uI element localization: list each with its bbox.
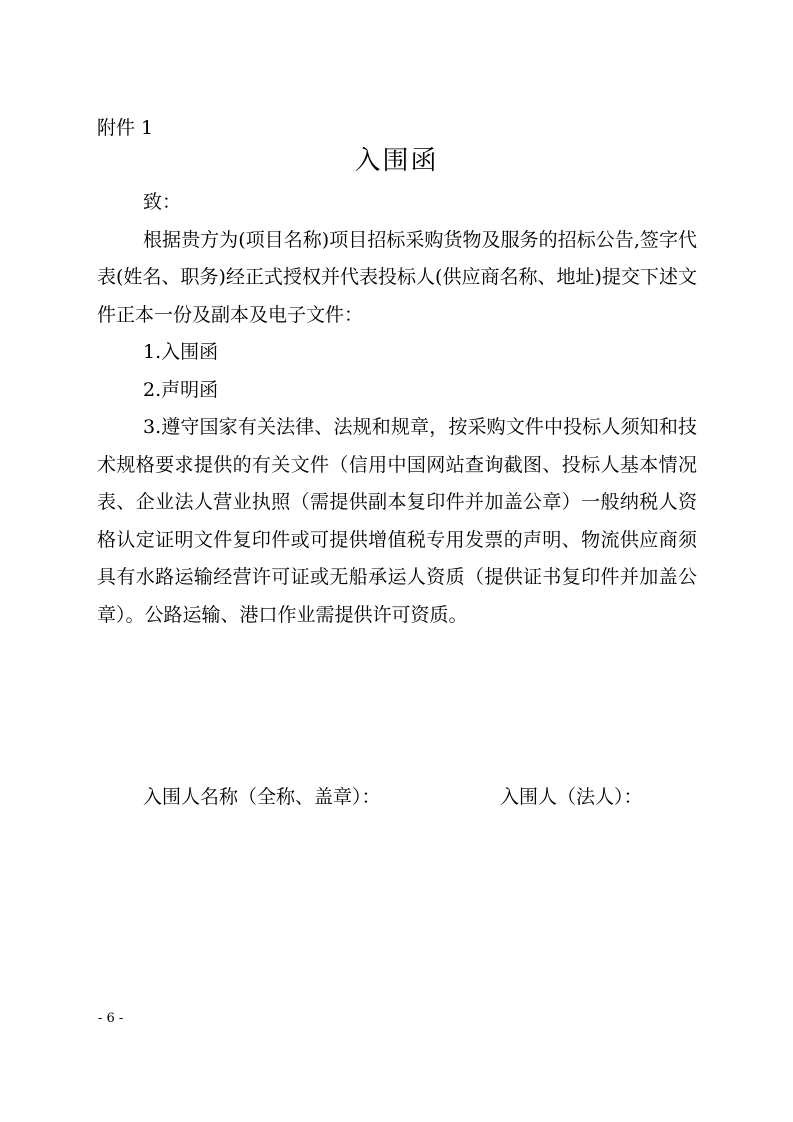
list-item-2: 2.声明函 (143, 378, 219, 401)
list-item-1: 1.入围函 (143, 341, 219, 363)
attachment-label: 附件 1 (97, 117, 154, 139)
document-body (97, 184, 697, 634)
entrant-legal-label: 入围人（法人）： (500, 786, 643, 808)
salutation: 致： (143, 191, 182, 213)
document-title: 入围函 (354, 146, 439, 176)
entrant-name-label: 入围人名称（全称、盖章）： (143, 786, 381, 808)
body-paragraph-intro: 根据贵方为(项目名称)项目招标采购货物及服务的招标公告,签字代表(姓名、职务)经正式授权并代表投标人(供应商名称、地址)提交下述文件正本一份及副本及电子文件： (97, 228, 697, 326)
list-item-3: 3.遵守国家有关法律、法规和规章，按采购文件中投标人须知和技术规格要求提供的有关文件（信用中国网站查询截图、投标人基本情况表、企业法人营业执照（需提供副本复印件并加盖公章）一般纳税人资格认定证明文件复印件或可提供增值税专用发票的声明、物流供应商须具有水路运输经营许可证或无船承运人资质（提供证书复印件并加盖公章）。公路运输、港口作业需提供许可资质。 (97, 416, 697, 626)
page-number: - 6 - (98, 1011, 124, 1026)
